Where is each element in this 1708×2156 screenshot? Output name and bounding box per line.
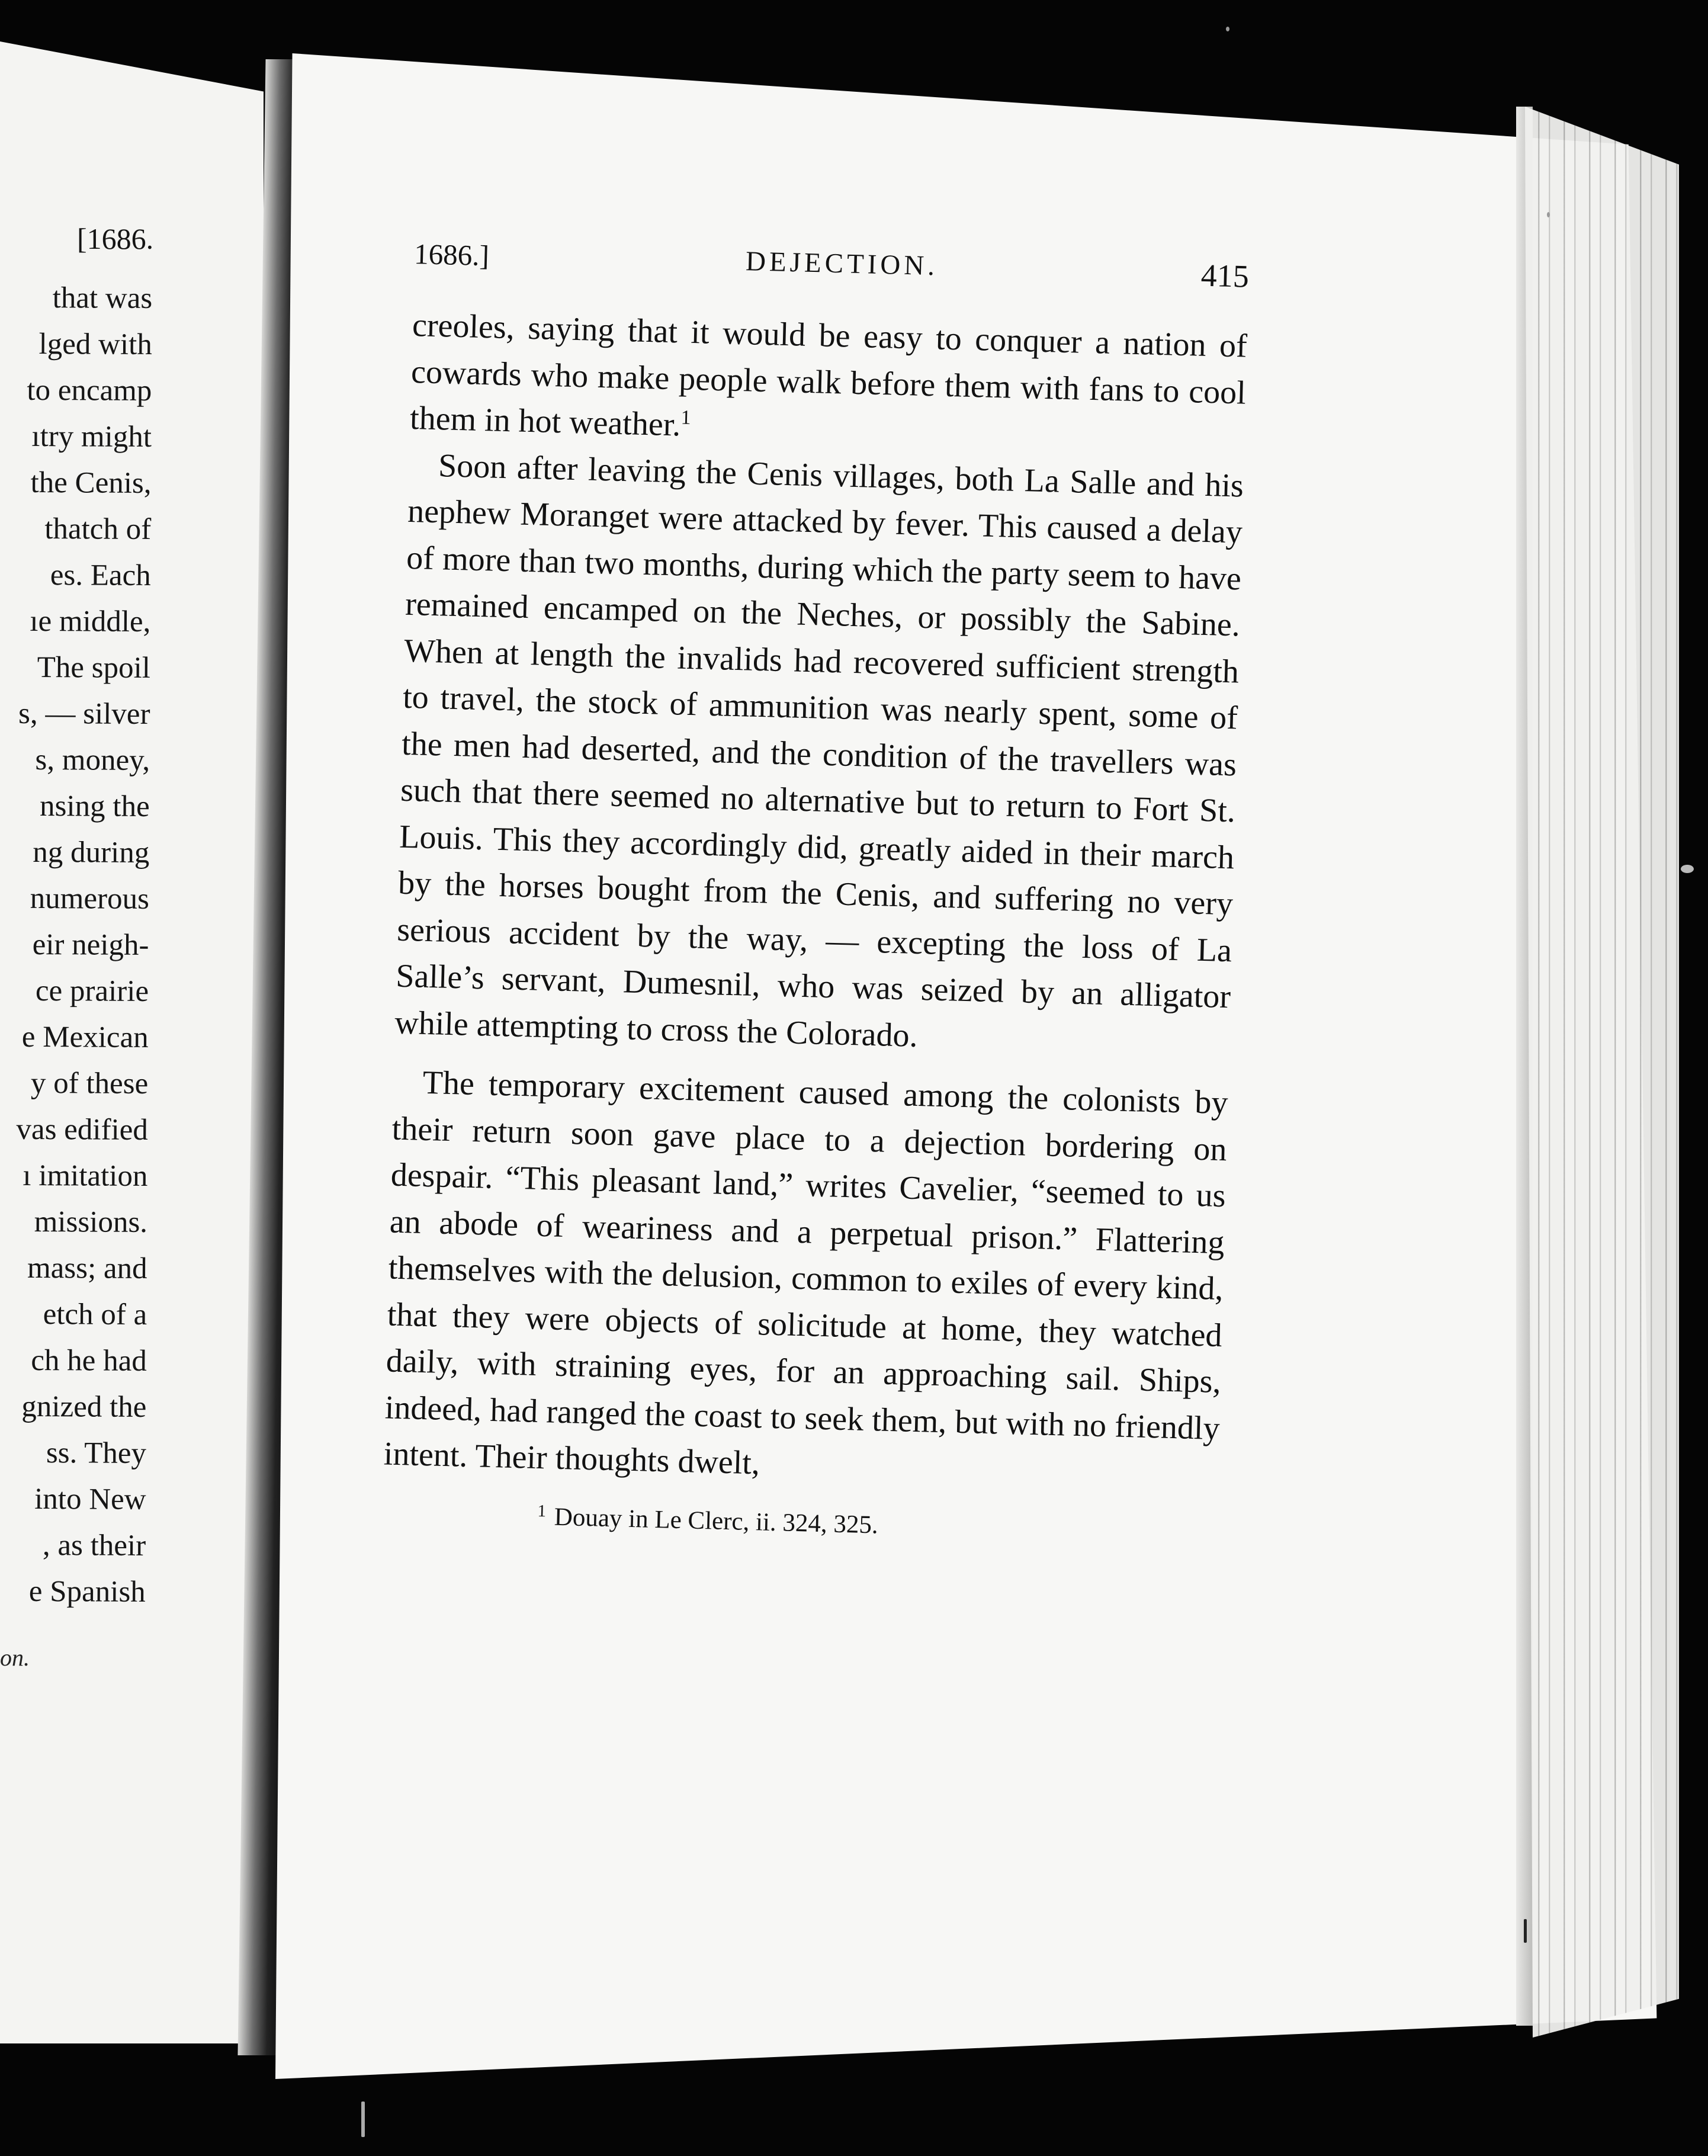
footnote-text: Douay in Le Clerc, ii. 324, 325. <box>554 1503 879 1539</box>
scan-speck <box>1547 212 1550 217</box>
left-page-line: y of these <box>30 1066 149 1101</box>
left-page-text <box>0 207 153 1615</box>
left-page-line: that was <box>52 281 153 315</box>
left-page-line: etch of a <box>43 1298 147 1332</box>
left-page-line: numerous <box>30 881 150 916</box>
left-page-line: the Cenis, <box>30 466 152 500</box>
scan-speck <box>1681 865 1694 873</box>
left-page-line: ch he had <box>31 1343 147 1378</box>
page-number: 415 <box>1200 257 1250 294</box>
left-page-line: nsing the <box>39 790 150 823</box>
left-page-header-date: [1686. <box>77 222 154 255</box>
left-page-line: ng during <box>33 835 150 870</box>
paragraph-1-text: creoles, saying that it would be easy to conquer a nation of cowards who make people walk before them with fans to cool them in hot weather. <box>409 306 1248 444</box>
left-page-line: e Spanish <box>28 1574 146 1609</box>
right-page-body <box>382 237 1250 1550</box>
left-page-line: s, — silver <box>18 697 150 731</box>
header-title: DEJECTION. <box>745 246 939 282</box>
paragraph-3: The temporary excitement caused among the colonists by their return soon gave place to a dejection bordering on despair. “This pleasant land,” writes Cavelier, “seemed to us an abode of weariness and a perpetual prison.” Flattering themselves with the delusion, common to exiles of every kind, that they were objects of solicitude at home, they watched daily, with straining eyes, for an approaching sail. Ships, indeed, had ranged the coast to seek them, but with no friendly intent. Their thoughts dwelt, <box>383 1064 1229 1482</box>
left-page-line: , as their <box>42 1529 146 1563</box>
left-page-line: mass; and <box>27 1251 147 1285</box>
left-page-line: gnized the <box>21 1390 147 1424</box>
paragraph-1 <box>409 302 1248 463</box>
left-page-line: ıe middle, <box>30 604 151 639</box>
left-page-line: ı imitation <box>23 1159 148 1193</box>
footnote-reference: 1 <box>680 406 692 429</box>
left-page-line: missions. <box>34 1205 148 1239</box>
left-page-footer-fragment: on. <box>0 1644 30 1671</box>
left-page-line: ıtry might <box>31 419 152 454</box>
left-page-line: The spoil <box>37 650 151 685</box>
footnote-mark: 1 <box>537 1501 547 1520</box>
left-page-line: ce prairie <box>35 974 149 1008</box>
scan-speck <box>361 2102 365 2137</box>
left-page-line: thatch of <box>44 512 152 546</box>
left-page-line: vas edified <box>16 1112 148 1147</box>
scan-speck <box>1524 1919 1527 1943</box>
left-page-line: ss. They <box>46 1436 147 1470</box>
paragraph-2: Soon after leaving the Cenis villages, both La Salle and his nephew Moranget were attacked by fever. This caused a delay of more than two months, during which the party seem to have remained encamped on the Neches, or possibly the Sabine. When at length the invalids had recovered sufficient strength to travel, the stock of ammunition was nearly spent, some of the men had deserted, and the condition of the travellers was such that there seemed no alternative but to return to Fort St. Louis. This they accordingly did, greatly aided in their march by the horses bought from the Cenis, and suffering no very serious accident by the way, — excepting the loss of La Salle’s servant, Dumesnil, who was seized by an alligator while attempting to cross the Colorado. <box>394 447 1244 1054</box>
header-date: 1686.] <box>413 237 490 272</box>
page-edges <box>1525 107 1679 2038</box>
left-page-line: into New <box>34 1482 146 1516</box>
left-page-line: e Mexican <box>21 1020 149 1054</box>
scan-speck <box>1226 27 1229 31</box>
left-page-line: lged with <box>38 327 152 361</box>
left-page-line: s, money, <box>35 743 150 777</box>
left-page-line: es. Each <box>50 559 151 592</box>
left-page-line: eir neigh- <box>32 928 149 962</box>
left-page-line: to encamp <box>27 373 152 408</box>
